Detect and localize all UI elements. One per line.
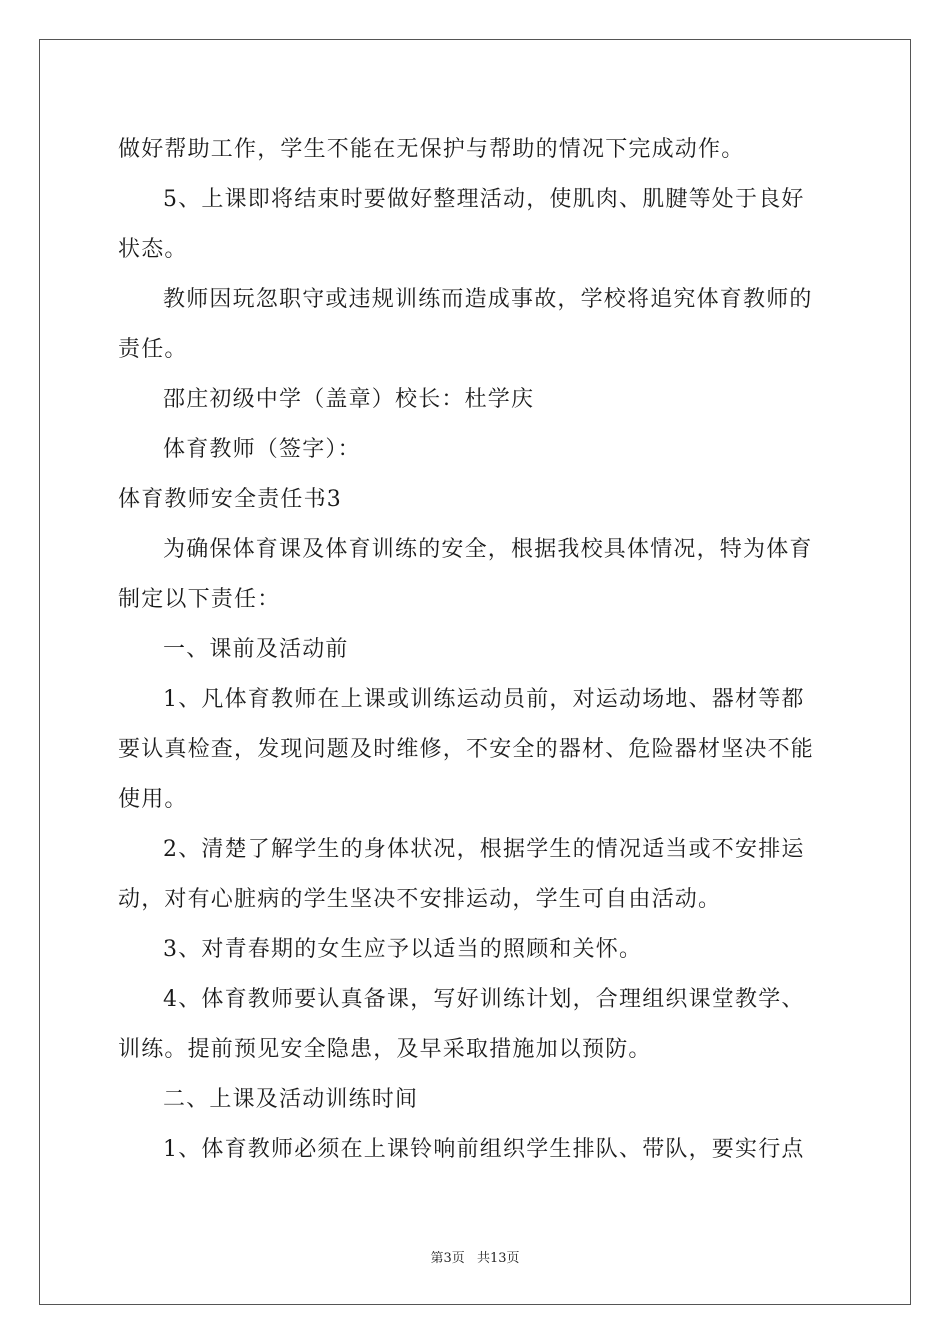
text-line: 3、对青春期的女生应予以适当的照顾和关怀。 xyxy=(163,937,643,962)
page-total: 共13页 xyxy=(476,1251,520,1266)
page-number: 第3页 xyxy=(430,1251,465,1266)
text-line: 制定以下责任： xyxy=(118,587,281,612)
text-line: 5、上课即将结束时要做好整理活动，使肌肉、肌腱等处于良好 xyxy=(163,187,805,212)
text-line: 要认真检查，发现问题及时维修，不安全的器材、危险器材坚决不能 xyxy=(118,737,815,762)
subheading: 二、上课及活动训练时间 xyxy=(163,1087,419,1112)
text-line: 为确保体育课及体育训练的安全，根据我校具体情况，特为体育 xyxy=(163,537,813,562)
text-line: 2、清楚了解学生的身体状况，根据学生的情况适当或不安排运 xyxy=(163,837,805,862)
text-line: 训练。提前预见安全隐患，及早采取措施加以预防。 xyxy=(118,1037,652,1062)
subheading: 一、课前及活动前 xyxy=(163,637,349,662)
text-line: 动，对有心脏病的学生坚决不安排运动，学生可自由活动。 xyxy=(118,887,722,912)
signature-school: 邵庄初级中学（盖章）校长：杜学庆 xyxy=(163,387,535,412)
text-line: 做好帮助工作，学生不能在无保护与帮助的情况下完成动作。 xyxy=(118,137,745,162)
text-line: 责任。 xyxy=(118,337,188,362)
text-line: 教师因玩忽职守或违规训练而造成事故，学校将追究体育教师的 xyxy=(163,287,813,312)
page-border xyxy=(39,39,911,1305)
text-line: 状态。 xyxy=(118,237,188,262)
page-footer xyxy=(0,1247,950,1266)
text-line: 1、凡体育教师在上课或训练运动员前，对运动场地、器材等都 xyxy=(163,687,805,712)
text-line: 使用。 xyxy=(118,787,188,812)
section-title: 体育教师安全责任书3 xyxy=(118,487,342,512)
signature-teacher: 体育教师（签字）： xyxy=(163,437,361,462)
text-line: 1、体育教师必须在上课铃响前组织学生排队、带队，要实行点 xyxy=(163,1137,805,1162)
text-line: 4、体育教师要认真备课，写好训练计划，合理组织课堂教学、 xyxy=(163,987,805,1012)
